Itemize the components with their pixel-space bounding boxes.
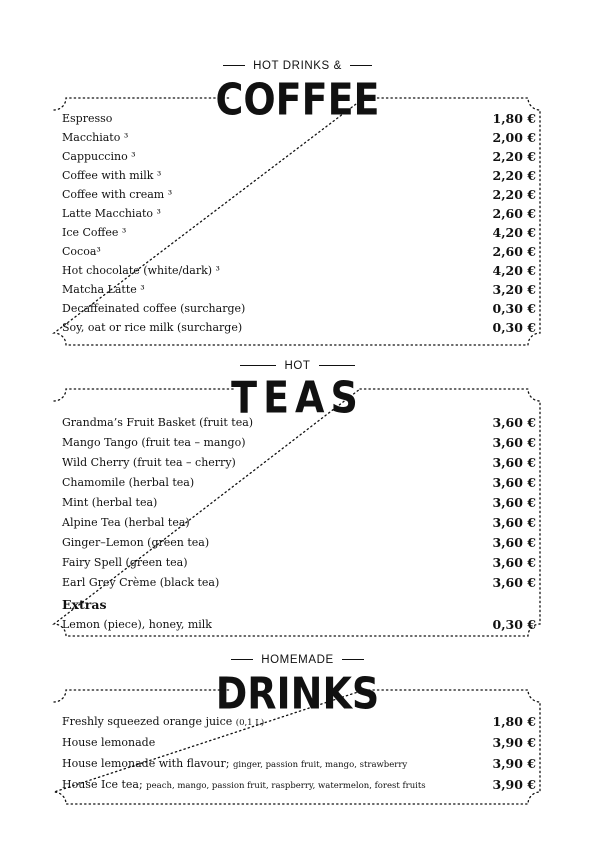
divider-line [223,65,245,66]
item-price: 3,60 € [492,455,536,470]
item-price: 2,20 € [492,149,536,164]
item-label: Mango Tango (fruit tea – mango) [62,436,246,449]
item-label: Soy, oat or rice milk (surcharge) [62,321,243,334]
item-price: 0,30 € [492,301,536,316]
item-label: Earl Grey Crème (black tea) [62,576,220,589]
item-name [62,207,161,221]
item-name [62,169,161,183]
item-name [62,112,112,126]
item-label: Decaffeinated coffee (surcharge) [62,302,246,315]
divider-line [350,65,372,66]
item-name [62,226,126,240]
item-label: Freshly squeezed orange juice [62,715,233,728]
item-price: 0,30 € [492,617,536,632]
item-name [62,283,145,297]
item-label: House lemonade [62,736,156,749]
item-label: Macchiato ³ [62,131,129,144]
item-name [62,476,194,490]
item-name [62,131,128,145]
drinks-title: DRINKS [215,668,380,719]
item-price: 1,80 € [492,714,536,729]
item-name [62,321,242,335]
item-label: Lemon (piece), honey, milk [62,618,212,631]
coffee-kicker: HOT DRINKS & [0,60,595,72]
item-price: 2,00 € [492,130,536,145]
item-name [62,576,219,590]
item-label: Cappuccino ³ [62,150,136,163]
item-name [62,302,245,316]
divider-line [319,365,355,366]
item-name [62,436,246,450]
item-label: Mint (herbal tea) [62,496,158,509]
item-price: 1,80 € [492,111,536,126]
teas-box [54,389,540,636]
item-price: 3,90 € [492,756,536,771]
item-name [62,416,253,430]
item-label: Latte Macchiato ³ [62,207,161,220]
item-label: House lemonade with flavour; [62,757,230,770]
item-price: 3,60 € [492,535,536,550]
item-label: Chamomile (herbal tea) [62,476,195,489]
item-name [62,757,407,772]
item-price: 3,60 € [492,435,536,450]
item-label: Alpine Tea (herbal tea) [62,516,190,529]
item-name [62,715,264,730]
divider-line [231,659,253,660]
item-label: Coffee with cream ³ [62,188,173,201]
item-name [62,245,101,259]
item-label: Espresso [62,112,113,125]
item-price: 4,20 € [492,263,536,278]
coffee-box [54,98,540,345]
item-name [62,516,190,530]
item-label: House Ice tea; [62,778,143,791]
item-name [62,618,212,632]
item-price: 3,60 € [492,495,536,510]
item-label: Grandma’s Fruit Basket (fruit tea) [62,416,254,429]
coffee-title: COFFEE [215,74,380,125]
item-name [62,496,157,510]
item-name [62,150,136,164]
item-note: ginger, passion fruit, mango, strawberry [232,760,408,770]
extras-heading: Extras [62,597,107,612]
item-label: Ice Coffee ³ [62,226,127,239]
item-price: 3,60 € [492,555,536,570]
item-note: (0,1 L) [235,718,265,728]
item-note: peach, mango, passion fruit, raspberry, watermelon, forest fruits [146,781,426,791]
item-label: Wild Cherry (fruit tea – cherry) [62,456,236,469]
drinks-box [54,690,540,804]
item-label: Ginger–Lemon (green tea) [62,536,210,549]
item-label: Hot chocolate (white/dark) ³ [62,264,220,277]
item-price: 3,60 € [492,415,536,430]
divider-line [240,365,276,366]
item-name [62,556,188,570]
item-name [62,536,209,550]
item-price: 3,60 € [492,575,536,590]
item-price: 2,20 € [492,187,536,202]
item-price: 3,90 € [492,735,536,750]
item-price: 0,30 € [492,320,536,335]
item-price: 2,20 € [492,168,536,183]
item-price: 2,60 € [492,244,536,259]
item-name [62,188,172,202]
teas-kicker: HOT [0,360,595,372]
item-price: 2,60 € [492,206,536,221]
item-name [62,456,236,470]
item-price: 3,20 € [492,282,536,297]
item-price: 3,60 € [492,475,536,490]
drinks-kicker: HOMEMADE [0,654,595,666]
item-label: Coffee with milk ³ [62,169,162,182]
item-name [62,264,220,278]
item-price: 3,60 € [492,515,536,530]
item-label: Fairy Spell (green tea) [62,556,188,569]
item-label: Matcha Latte ³ [62,283,145,296]
item-name [62,736,155,751]
item-name [62,778,426,793]
teas-title: TEAS [231,372,364,423]
divider-line [342,659,364,660]
item-price: 4,20 € [492,225,536,240]
item-label: Cocoa³ [62,245,101,258]
item-price: 3,90 € [492,777,536,792]
